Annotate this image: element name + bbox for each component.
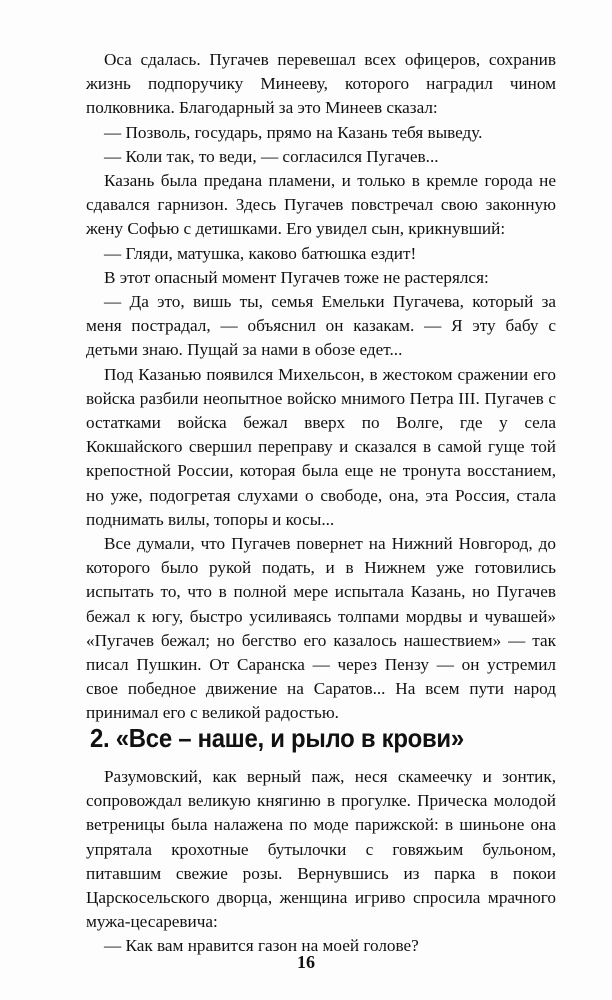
section-heading: 2. «Все – наше, и рыло в крови» <box>90 723 464 753</box>
page-number: 16 <box>297 952 315 972</box>
dialogue-line: — Как вам нравится газон на моей голове? <box>104 936 419 956</box>
paragraph: Казань была предана пламени, и только в кремле города не сдавался гарнизон. Здесь Пугачев повстречал свою законную жену Софью с детишками. Его увидел сын, крикнувший: <box>86 171 556 239</box>
dialogue-line: — Позволь, государь, прямо на Казань тебя выведу. <box>104 122 483 142</box>
paragraph: Разумовский, как верный паж, неся скамеечку и зонтик, сопровождал великую княгиню в прогулке. Прическа молодой ветреницы была налажена по моде парижской: в шиньоне она упрятала крохотные бутылочки с говяжьим бульоном, питавшим свежие розы. Вернувшись из парка в покои Царскосельского дворца, женщина игриво спросила мрачного мужа-цесаревича: <box>86 767 556 932</box>
paragraph: Под Казанью появился Михельсон, в жестоком сражении его войска разбили неопытное войско мнимого Петра III. Пугачев с остатками войска бежал вверх по Волге, где у села Кокшайского свершил переправу и сказался в самой гуще той крепостной России, которая была еще не тронута восстанием, но уже, подогретая слухами о свободе, она, эта Россия, стала поднимать вилы, топоры и косы... <box>86 364 556 529</box>
dialogue-line: — Коли так, то веди, — согласился Пугачев... <box>104 146 439 166</box>
paragraph: Оса сдалась. Пугачев перевешал всех офицеров, сохранив жизнь подпоручику Минееву, которого наградил чином полковника. Благодарный за это Минеев сказал: <box>86 50 556 118</box>
dialogue-line: — Гляди, матушка, каково батюшка ездит! <box>104 243 417 263</box>
dialogue-line: — Да это, вишь ты, семья Емельки Пугачева, который за меня пострадал, — объяснил он казакам. — Я эту бабу с детьми знаю. Пущай за нами в обозе едет... <box>86 292 556 360</box>
paragraph: Все думали, что Пугачев повернет на Нижний Новгород, до которого было рукой подать, и в Нижнем уже готовились испытать то, что в полной мере испытала Казань, но Пугачев бежал к югу, быстро усиливаясь толпами мордвы и чувашей» «Пугачев бежал; но бегство его казалось нашествием» — так писал Пушкин. От Саранска — через Пензу — он устремил свое победное движение на Саратов... На всем пути народ принимал его с великой радостью. <box>86 534 556 723</box>
paragraph: В этот опасный момент Пугачев тоже не растерялся: <box>104 267 489 287</box>
body-text-section-1 <box>86 48 556 726</box>
body-text-section-2 <box>86 765 556 959</box>
